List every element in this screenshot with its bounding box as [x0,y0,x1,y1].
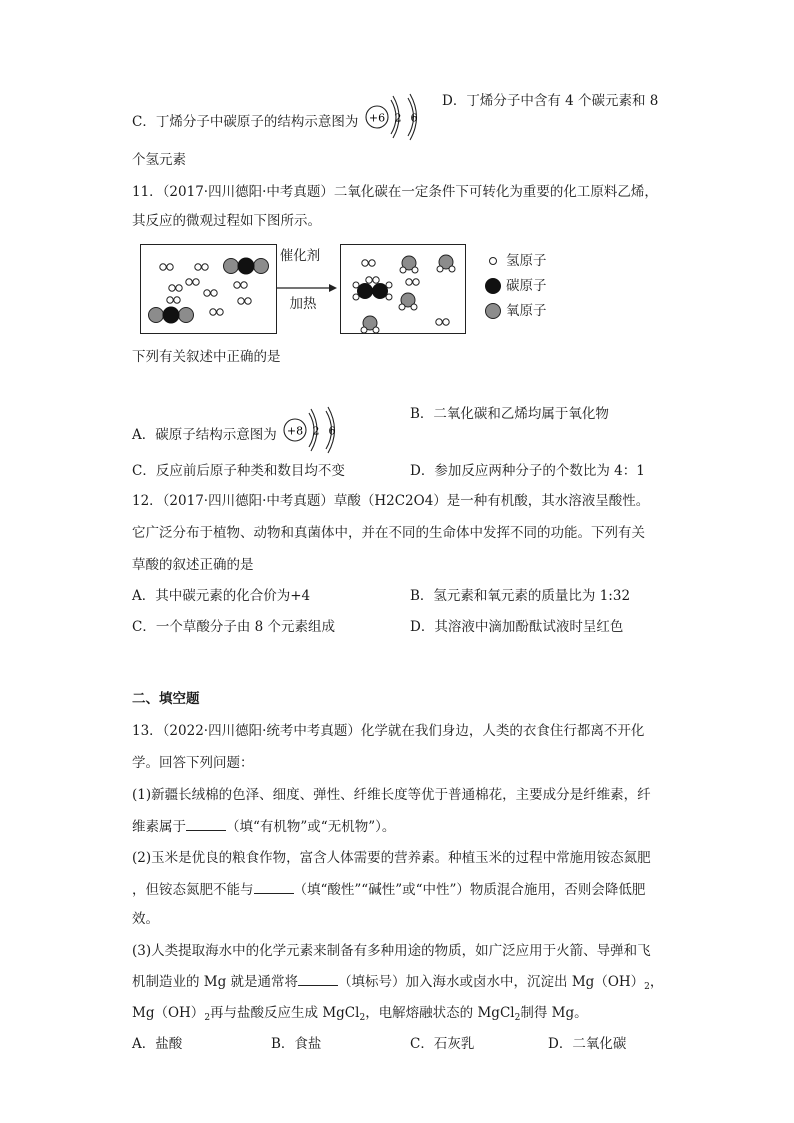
q13-part3-text-a: 机制造业的 Mg 就是通常将 [132,974,299,990]
q13-part3-line1: (3)人类提取海水中的化学元素来制备有多种用途的物质，如广泛应用于火箭、导弹和飞 [132,943,651,959]
q13-part1-line1: (1)新疆长绒棉的色泽、细度、弹性、纤维长度等优于普通棉花，主要成分是纤维素，纤 [132,787,651,803]
q13-part2-line3: 效。 [132,911,159,927]
q12-stem-line1: 12．（2017·四川德阳·中考真题）草酸（H2C2O4）是一种有机酸，其水溶液呈酸性。 [132,493,650,509]
q13-part3-text-e: 再与盐酸反应生成 MgCl [210,1005,360,1021]
catalyst-label: 催化剂 [279,248,321,264]
subscript: 2 [204,1013,211,1023]
q13-part1-line2 [132,817,395,836]
q10-option-d-cont: 个氢元素 [132,152,186,168]
q11-stem-line1: 11．（2017·四川德阳·中考真题）二氧化碳在一定条件下可转化为重要的化工原料乙烯， [132,184,658,200]
q12-option-c: C．一个草酸分子由 8 个元素组成 [132,619,336,635]
q11-option-a [132,405,341,455]
q10-option-c-text: C．丁烯分子中碳原子的结构示意图为 [132,114,359,130]
q13-option-c: C．石灰乳 [410,1036,475,1052]
q13-part3-text-d: Mg（OH） [132,1005,205,1021]
q13-part3-text-f: ，电解熔融状态的 MgCl [365,1005,515,1021]
q13-part2-line2 [132,880,645,899]
atom-structure-diagram [363,92,423,142]
q13-part3-line3 [132,1004,588,1027]
q13-part1-text-a: 维素属于 [132,819,186,835]
q13-option-d: D．二氧化碳 [548,1036,627,1052]
q11-question: 下列有关叙述中正确的是 [132,349,281,365]
heating-label: 加热 [289,296,317,312]
legend-oxygen: 氧原子 [506,303,547,319]
legend-carbon: 碳原子 [506,278,547,294]
atom-shell1-label: 2 [394,111,402,125]
q13-part2-line1: (2)玉米是优良的粮食作物，富含人体需要的营养素。种植玉米的过程中常施用铵态氮肥 [132,850,651,866]
q12-option-b: B．氢元素和氧元素的质量比为 1:32 [410,588,631,604]
product-box [340,244,466,334]
atom-nucleus-label: +8 [286,424,304,438]
q11-option-c: C．反应前后原子种类和数目均不变 [132,463,345,479]
q11-option-d: D．参加反应两种分子的个数比为 4：1 [410,463,645,479]
section-title: 二、填空题 [132,691,200,707]
q12-stem-line3: 草酸的叙述正确的是 [132,557,254,573]
reactant-box [140,244,277,334]
atom-nucleus-label: +6 [368,111,385,125]
q10-option-c [132,92,423,142]
q13-stem-line1: 13．（2022·四川德阳·统考中考真题）化学就在我们身边，人类的衣食住行都离不开化 [132,723,645,739]
atom-structure-diagram [281,405,341,455]
q13-option-b: B．食盐 [271,1036,322,1052]
atom-shell1-label: 2 [312,424,320,438]
q13-part2-text-b: （填“酸性”“碱性”或“中性”）物质混合施用，否则会降低肥 [293,882,646,898]
subscript: 2 [644,982,650,992]
q13-part3-text-b: （填标号）加入海水或卤水中，沉淀出 Mg（OH） [338,974,645,990]
q11-option-b: B．二氧化碳和乙烯均属于氧化物 [410,406,609,422]
q13-part3-text-g: 制得 Mg。 [520,1005,588,1021]
q12-option-a: A．其中碳元素的化合价为+4 [132,588,311,604]
q10-option-d: D．丁烯分子中含有 4 个碳元素和 8 [442,93,659,109]
q12-option-d: D．其溶液中滴加酚酞试液时呈红色 [410,619,624,635]
atom-shell2-label: 6 [410,111,418,125]
reaction-diagram [140,244,560,336]
q13-part3-text-c: ， [649,974,664,990]
q12-stem-line2: 它广泛分布于植物、动物和真菌体中，并在不同的生命体中发挥不同的功能。下列有关 [132,525,645,541]
q13-option-a: A．盐酸 [132,1036,183,1052]
q13-part2-text-a: ，但铵态氮肥不能与 [132,882,254,898]
subscript: 2 [359,1013,366,1023]
legend-hydrogen: 氢原子 [506,253,547,269]
q11-option-a-text: A．碳原子结构示意图为 [132,427,277,443]
q13-part1-text-b: （填“有机物”或“无机物”）。 [226,819,396,835]
answer-blank[interactable] [298,972,338,986]
legend-symbols [484,254,504,326]
q13-part3-line2 [132,972,663,996]
reaction-arrow [277,282,339,294]
atom-shell2-label: 6 [328,424,336,438]
answer-blank[interactable] [186,817,226,831]
q13-stem-line2: 学。回答下列问题： [132,755,254,771]
answer-blank[interactable] [254,880,294,894]
subscript: 2 [514,1013,521,1023]
q11-stem-line2: 其反应的微观过程如下图所示。 [132,213,321,229]
